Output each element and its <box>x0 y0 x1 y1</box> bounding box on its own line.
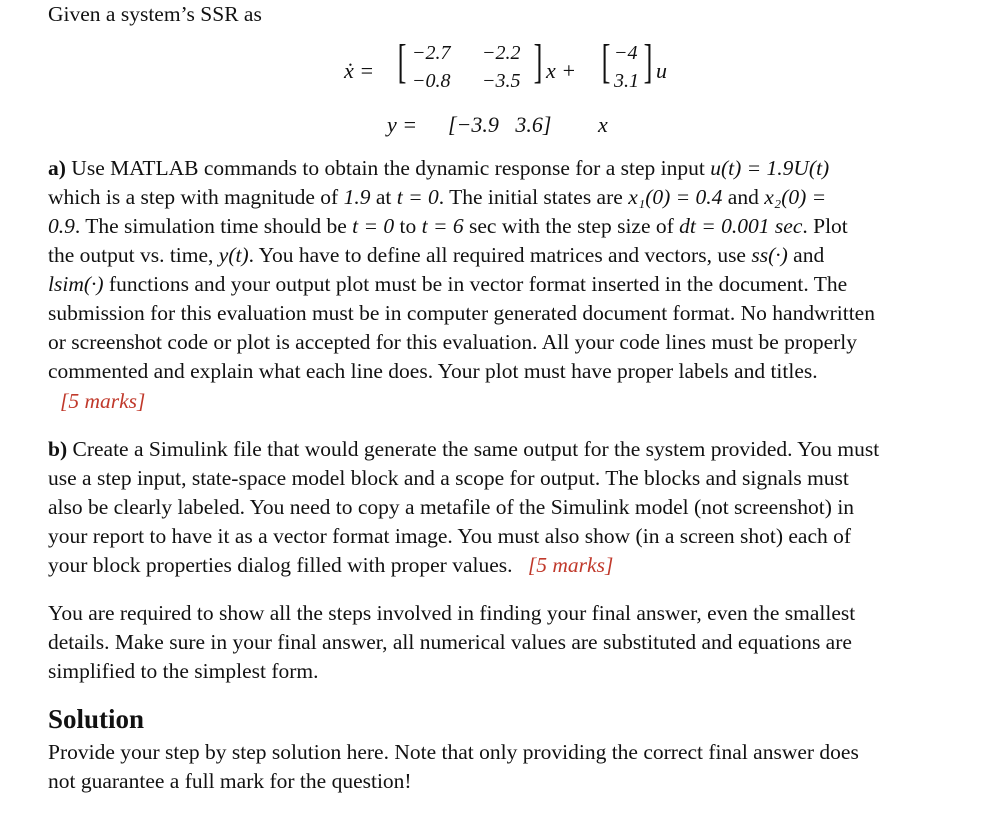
output-eq-lhs: y = <box>387 112 418 137</box>
text-span: . The simulation time should be <box>74 214 353 238</box>
matrix-a-cell: −3.5 <box>482 70 521 92</box>
math-span: dt = 0.001 sec <box>679 214 803 238</box>
matrix-b-left-bracket: [ <box>601 35 611 88</box>
math-span: t = 0 <box>396 185 439 209</box>
text-span: . The initial states are <box>438 185 629 209</box>
matrix-c: [−3.9 3.6] <box>448 112 552 137</box>
text-span: your block properties dialog filled with proper values. <box>48 553 513 577</box>
solution-line: not guarantee a full mark for the question! <box>48 769 412 793</box>
math-span: 0.9 <box>48 214 75 238</box>
part-a-line-6: submission for this evaluation must be in computer generated document format. No handwritten <box>48 301 875 325</box>
part-b-line-2: use a step input, state-space model block and a scope for output. The blocks and signals must <box>48 466 849 490</box>
instructions-line: details. Make sure in your final answer, all numerical values are substituted and equations are <box>48 630 852 654</box>
math-span: y(t) <box>218 243 249 267</box>
part-a-line-2 <box>48 185 826 210</box>
math-span: ss(·) <box>751 243 788 267</box>
instructions-line: simplified to the simplest form. <box>48 659 319 683</box>
part-a-line-1 <box>48 156 829 181</box>
instructions-line: You are required to show all the steps involved in finding your final answer, even the smallest <box>48 601 856 625</box>
math-span: 1.9 <box>343 185 371 209</box>
matrix-a-right-bracket: ] <box>533 35 543 88</box>
matrix-a-cell: −2.2 <box>482 42 521 64</box>
text-span: Use MATLAB commands to obtain the dynamic response for a step input <box>71 156 711 180</box>
matrix-a-left-bracket: [ <box>397 35 407 88</box>
text-span: to <box>394 214 422 238</box>
part-b-marks: [5 marks] <box>527 553 614 577</box>
text-span: functions and your output plot must be in vector format inserted in the document. The <box>103 272 848 296</box>
state-eq-u: u <box>656 58 667 83</box>
matrix-b-right-bracket: ] <box>643 35 653 88</box>
solution-heading: Solution <box>48 704 145 734</box>
matrix-a-cell: −0.8 <box>412 70 451 92</box>
part-a-line-5 <box>48 272 847 297</box>
text-span: . You have to define all required matrices and vectors, use <box>248 243 752 267</box>
part-b-line-5 <box>48 553 613 578</box>
matrix-a-cell: −2.7 <box>412 42 451 64</box>
text-span: at <box>370 185 397 209</box>
part-a-line-3 <box>48 214 848 239</box>
state-eq-lhs: ẋ = <box>344 58 375 83</box>
text-span: the output vs. time, <box>48 243 219 267</box>
text-span: sec with the step size of <box>463 214 680 238</box>
part-b-label: b) <box>48 437 68 461</box>
part-a-marks: [5 marks] <box>60 389 146 413</box>
state-eq-x-term: x + <box>546 58 577 83</box>
math-span: x₂(0) = <box>764 185 827 209</box>
part-b-line-4: your report to have it as a vector format image. You must also show (in a screen shot) each of <box>48 524 852 548</box>
text-span: . Plot <box>802 214 848 238</box>
text-span: which is a step with magnitude of <box>48 185 344 209</box>
intro-text: Given a system’s SSR as <box>48 2 262 26</box>
part-a-line-7: or screenshot code or plot is accepted for this evaluation. All your code lines must be properly <box>48 330 858 354</box>
text-span: Create a Simulink file that would generate the same output for the system provided. You must <box>72 437 880 461</box>
text-span: and <box>722 185 765 209</box>
text-span: and <box>787 243 825 267</box>
part-a-label: a) <box>48 156 66 180</box>
math-span: t = 0 <box>352 214 395 238</box>
math-span: t = 6 <box>421 214 464 238</box>
math-span: u(t) = 1.9U(t) <box>710 156 830 180</box>
solution-line: Provide your step by step solution here. Note that only providing the correct final answer does <box>48 740 859 764</box>
matrix-b-cell: −4 <box>614 42 638 64</box>
math-span: lsim(·) <box>48 272 104 296</box>
part-b-line-3: also be clearly labeled. You need to copy a metafile of the Simulink model (not screenshot) in <box>48 495 855 519</box>
output-eq-x: x <box>598 112 608 137</box>
matrix-b-cell: 3.1 <box>614 70 639 92</box>
part-a-line-4 <box>48 243 824 268</box>
math-span: x₁(0) = 0.4 <box>628 185 723 209</box>
part-a-line-8: commented and explain what each line does. Your plot must have proper labels and titles. <box>48 359 818 383</box>
part-b-line-1 <box>48 437 879 462</box>
